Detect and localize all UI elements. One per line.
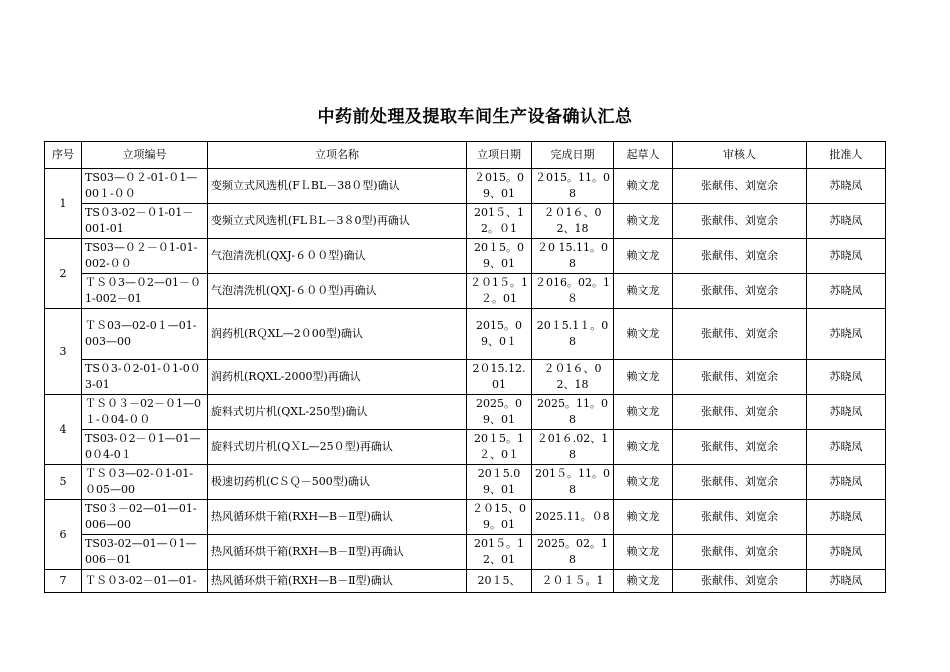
header-end-date: 完成日期 <box>532 142 614 169</box>
seq-cell: 4 <box>45 395 82 465</box>
table-row <box>45 309 886 360</box>
drafter-cell: 赖文龙 <box>614 169 673 204</box>
table-row <box>45 430 886 465</box>
name-cell: 变频立式风选机(FＬBL－38０型)确认 <box>208 169 467 204</box>
approver-cell: 苏晓凤 <box>807 360 886 395</box>
drafter-cell: 赖文龙 <box>614 570 673 593</box>
end-date-cell: ２０1６、02、18 <box>532 204 614 239</box>
table-row <box>45 360 886 395</box>
code-cell: TS03-02—01—０1—006－01 <box>82 535 208 570</box>
header-seq: 序号 <box>45 142 82 169</box>
reviewer-cell: 张献伟、刘宽余 <box>673 360 807 395</box>
start-date-cell: ２０15、09。01 <box>467 500 532 535</box>
seq-cell: 6 <box>45 500 82 570</box>
end-date-cell: 20１5.1１。08 <box>532 309 614 360</box>
start-date-cell: 20１5.09、01 <box>467 465 532 500</box>
drafter-cell: 赖文龙 <box>614 500 673 535</box>
approver-cell: 苏晓凤 <box>807 274 886 309</box>
reviewer-cell: 张献伟、刘宽余 <box>673 309 807 360</box>
reviewer-cell: 张献伟、刘宽余 <box>673 239 807 274</box>
name-cell: 热风循环烘干箱(RXH—B－Ⅱ型)再确认 <box>208 535 467 570</box>
approver-cell: 苏晓凤 <box>807 535 886 570</box>
table-row <box>45 500 886 535</box>
name-cell: 气泡清洗机(QXJ-６００型)确认 <box>208 239 467 274</box>
approver-cell: 苏晓凤 <box>807 395 886 430</box>
approver-cell: 苏晓凤 <box>807 204 886 239</box>
code-cell: TS０3-０2-01-０1-0０3-01 <box>82 360 208 395</box>
seq-cell: 3 <box>45 309 82 395</box>
document-title: 中药前处理及提取车间生产设备确认汇总 <box>317 107 633 127</box>
code-cell: ＴＳ０3—02-０1-01-０05—00 <box>82 465 208 500</box>
equipment-confirmation-table <box>44 141 886 593</box>
table-row <box>45 274 886 309</box>
name-cell: 润药机(RＱXL—2０00型)确认 <box>208 309 467 360</box>
approver-cell: 苏晓凤 <box>807 309 886 360</box>
code-cell: ＴＳ03—02-0１—01-003—00 <box>82 309 208 360</box>
reviewer-cell: 张献伟、刘宽余 <box>673 465 807 500</box>
end-date-cell: ２０1６、02、18 <box>532 360 614 395</box>
seq-cell: 5 <box>45 465 82 500</box>
header-start-date: 立项日期 <box>467 142 532 169</box>
drafter-cell: 赖文龙 <box>614 360 673 395</box>
start-date-cell: 2０15.12.01 <box>467 360 532 395</box>
header-reviewer: 审核人 <box>673 142 807 169</box>
reviewer-cell: 张献伟、刘宽余 <box>673 500 807 535</box>
name-cell: 变频立式风选机(FLＢL－3８0型)再确认 <box>208 204 467 239</box>
approver-cell: 苏晓凤 <box>807 570 886 593</box>
drafter-cell: 赖文龙 <box>614 430 673 465</box>
header-approver: 批准人 <box>807 142 886 169</box>
name-cell: 旋料式切片机(QＸL—25０型)再确认 <box>208 430 467 465</box>
reviewer-cell: 张献伟、刘宽余 <box>673 535 807 570</box>
code-cell: ＴＳ０3-02－01—01- <box>82 570 208 593</box>
start-date-cell: 20１5。1２、0１ <box>467 430 532 465</box>
start-date-cell: 201５、12。０1 <box>467 204 532 239</box>
drafter-cell: 赖文龙 <box>614 465 673 500</box>
table-row <box>45 169 886 204</box>
code-cell: TS03-０2－０1—01—0０4-0１ <box>82 430 208 465</box>
table-row <box>45 204 886 239</box>
start-date-cell: 2025。09、01 <box>467 395 532 430</box>
header-row <box>45 142 886 169</box>
end-date-cell: 2025.11。０8 <box>532 500 614 535</box>
approver-cell: 苏晓凤 <box>807 430 886 465</box>
approver-cell: 苏晓凤 <box>807 465 886 500</box>
start-date-cell: 2015。09、0１ <box>467 309 532 360</box>
code-cell: ＴＳ０3—０2—01－０1-002－01 <box>82 274 208 309</box>
reviewer-cell: 张献伟、刘宽余 <box>673 430 807 465</box>
drafter-cell: 赖文龙 <box>614 309 673 360</box>
code-cell: TS03—０２-01-０1—00１-００ <box>82 169 208 204</box>
approver-cell: 苏晓凤 <box>807 239 886 274</box>
start-date-cell: ２０1５。1２。01 <box>467 274 532 309</box>
drafter-cell: 赖文龙 <box>614 239 673 274</box>
end-date-cell: ２015。11。08 <box>532 169 614 204</box>
approver-cell: 苏晓凤 <box>807 500 886 535</box>
end-date-cell: ２０１５。1 <box>532 570 614 593</box>
header-project-name: 立项名称 <box>208 142 467 169</box>
header-drafter: 起草人 <box>614 142 673 169</box>
code-cell: TS03—０２－０1-01-002-００ <box>82 239 208 274</box>
table-row <box>45 395 886 430</box>
name-cell: 极速切药机(CＳＱ－500型)确认 <box>208 465 467 500</box>
end-date-cell: ２0 15.11。08 <box>532 239 614 274</box>
drafter-cell: 赖文龙 <box>614 535 673 570</box>
reviewer-cell: 张献伟、刘宽余 <box>673 169 807 204</box>
name-cell: 润药机(RQXL-2000型)再确认 <box>208 360 467 395</box>
seq-cell: 7 <box>45 570 82 593</box>
end-date-cell: 2025。11。08 <box>532 395 614 430</box>
name-cell: 热风循环烘干箱(RXH—B－Ⅱ型)确认 <box>208 500 467 535</box>
start-date-cell: 20１5、 <box>467 570 532 593</box>
code-cell: TS0３－02—01—01-006—00 <box>82 500 208 535</box>
name-cell: 气泡清洗机(QXJ-６００型)再确认 <box>208 274 467 309</box>
start-date-cell: 201５。12、01 <box>467 535 532 570</box>
code-cell: ＴＳ０３－02－０1—0１-０04-００ <box>82 395 208 430</box>
end-date-cell: ２016。02。1８ <box>532 274 614 309</box>
reviewer-cell: 张献伟、刘宽余 <box>673 204 807 239</box>
start-date-cell: 20１5。09、01 <box>467 239 532 274</box>
reviewer-cell: 张献伟、刘宽余 <box>673 274 807 309</box>
drafter-cell: 赖文龙 <box>614 204 673 239</box>
reviewer-cell: 张献伟、刘宽余 <box>673 570 807 593</box>
end-date-cell: 201５。11。08 <box>532 465 614 500</box>
table-row <box>45 465 886 500</box>
approver-cell: 苏晓凤 <box>807 169 886 204</box>
header-project-code: 立项编号 <box>82 142 208 169</box>
end-date-cell: ２01６.02、18 <box>532 430 614 465</box>
seq-cell: 1 <box>45 169 82 239</box>
drafter-cell: 赖文龙 <box>614 395 673 430</box>
table-row <box>45 535 886 570</box>
table-row <box>45 239 886 274</box>
seq-cell: 2 <box>45 239 82 309</box>
name-cell: 热风循环烘干箱(RXH—B－Ⅱ型)确认 <box>208 570 467 593</box>
end-date-cell: 2025。02。18 <box>532 535 614 570</box>
table-row <box>45 570 886 593</box>
reviewer-cell: 张献伟、刘宽余 <box>673 395 807 430</box>
name-cell: 旋料式切片机(QXL-250型)确认 <box>208 395 467 430</box>
drafter-cell: 赖文龙 <box>614 274 673 309</box>
start-date-cell: ２015。09、01 <box>467 169 532 204</box>
code-cell: TS０3-02－０1-01－001-01 <box>82 204 208 239</box>
